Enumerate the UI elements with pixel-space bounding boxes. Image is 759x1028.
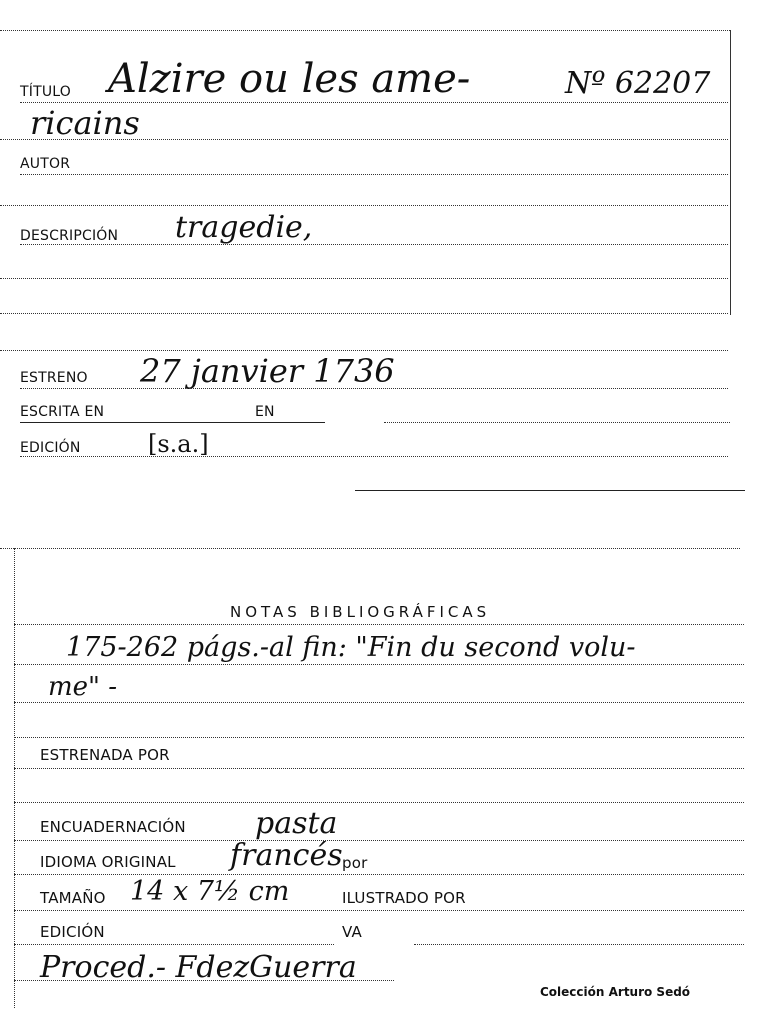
procedencia-rule: [14, 980, 394, 981]
edicion-label: EDICIÓN: [20, 440, 81, 456]
estreno-rule: [20, 388, 728, 389]
titulo-label: TÍTULO: [20, 84, 71, 100]
va-label: VA: [342, 923, 362, 941]
encuadernacion-value: pasta: [255, 806, 338, 841]
estreno-label: ESTRENO: [20, 370, 88, 386]
bottom-card-top-border: [0, 548, 740, 549]
card-right-border: [730, 30, 731, 315]
estreno-value: 27 janvier 1736: [140, 352, 395, 390]
estrenada-rule: [14, 768, 744, 769]
idioma-value: francés: [230, 838, 343, 873]
blank-rule-2: [0, 278, 728, 279]
titulo-handwritten-line1: Alzire ou les ame-: [108, 56, 471, 102]
edicion-2-rule: [14, 944, 334, 945]
escrita-en-label: ESCRITA EN: [20, 404, 105, 420]
notas-rule-2: [14, 702, 744, 703]
edicion-value: [s.a.]: [148, 430, 209, 458]
va-rule: [414, 944, 744, 945]
tamano-label: TAMAÑO: [40, 889, 106, 907]
por-label: por: [342, 854, 368, 872]
en-label: EN: [255, 404, 275, 420]
tamano-value: 14 x 7½ cm: [130, 876, 290, 907]
notas-heading: NOTAS BIBLIOGRÁFICAS: [230, 603, 491, 621]
notas-line1: 175-262 págs.-al fin: "Fin du second volu-: [66, 632, 636, 663]
numero-value: Nº 62207: [565, 66, 711, 101]
bottom-card-left-border: [14, 548, 15, 1008]
notas-rule-1: [14, 664, 744, 665]
collection-footer: Colección Arturo Sedó: [540, 985, 691, 999]
estrenada-por-label: ESTRENADA POR: [40, 746, 170, 764]
notas-rule-3: [14, 737, 744, 738]
titulo-rule: [20, 102, 728, 103]
descripcion-value: tragedie,: [175, 210, 313, 245]
edicion-rule: [20, 456, 728, 457]
card-bottom-rule: [355, 490, 745, 491]
encuadernacion-rule: [14, 840, 744, 841]
blank-rule-1: [0, 205, 728, 206]
descripcion-rule: [20, 244, 728, 245]
idioma-label: IDIOMA ORIGINAL: [40, 853, 176, 871]
ilustrado-label: ILUSTRADO POR: [342, 889, 466, 907]
tamano-rule: [14, 910, 744, 911]
autor-label: AUTOR: [20, 156, 71, 172]
titulo-rule-2: [0, 139, 728, 140]
idioma-rule: [14, 874, 744, 875]
en-rule: [384, 422, 730, 423]
autor-rule: [20, 174, 728, 175]
edicion-2-label: EDICIÓN: [40, 923, 105, 941]
blank-rule-4: [0, 350, 728, 351]
notas-line2: me" -: [48, 672, 118, 702]
blank-rule-3: [0, 313, 728, 314]
escrita-en-rule: [20, 422, 325, 423]
procedencia-value: Proced.- FdezGuerra: [40, 950, 357, 985]
card-top-border: [0, 30, 730, 31]
descripcion-label: DESCRIPCIÓN: [20, 228, 119, 244]
titulo-handwritten-line2: ricains: [30, 104, 140, 142]
notas-rule-0: [14, 624, 744, 625]
encuadernacion-label: ENCUADERNACIÓN: [40, 818, 186, 836]
blank-rule-5: [14, 802, 744, 803]
